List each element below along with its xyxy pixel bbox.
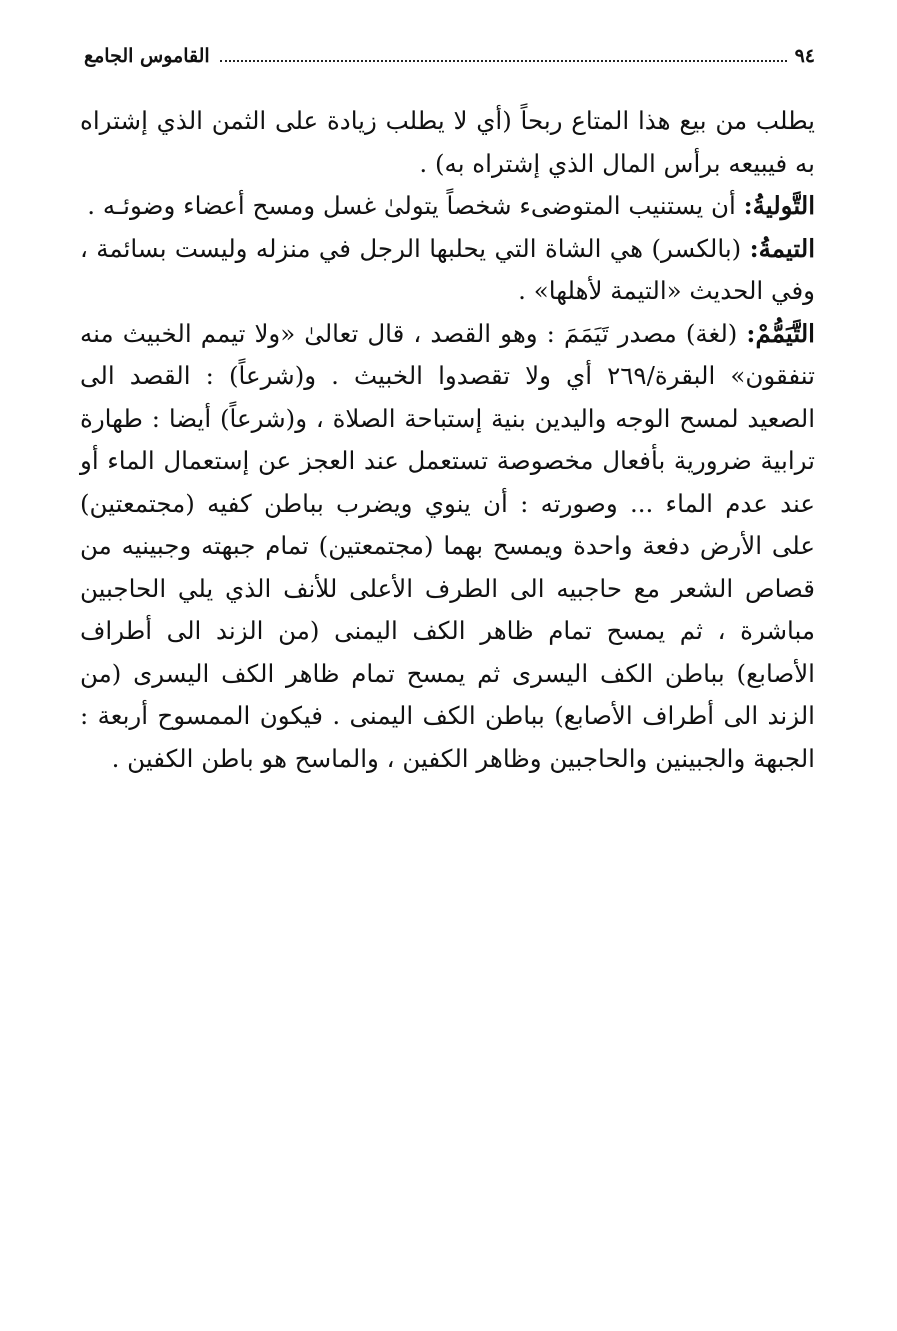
entry-headword: التَّوليةُ:	[743, 191, 815, 220]
entry-continuation	[80, 100, 815, 185]
book-title: القاموس الجامع	[84, 45, 210, 67]
page-body	[80, 100, 815, 780]
entry-definition: (بالكسر) هي الشاة التي يحلبها الرجل في منزله وليست بسائمة ، وفي الحديث «التيمة لأهلها» .	[80, 233, 815, 305]
page-number: ٩٤	[794, 45, 815, 67]
dotted-leader	[220, 60, 787, 62]
entry-definition: يطلب من بيع هذا المتاع ربحاً (أي لا يطلب زيادة على الثمن الذي إشتراه به فيبيعه برأس المال الذي إشتراه به) .	[80, 106, 815, 178]
entry-tayammum	[80, 313, 815, 781]
entry-tima	[80, 228, 815, 313]
entry-definition: (لغة) مصدر تَيَمَمَ : وهو القصد ، قال تعالىٰ «ولا تيمم الخبيث منه تنفقون» البقرة/٢٦٩ أي ولا تقصدوا الخبيث . و(شرعاً) : القصد الى الصعيد لمسح الوجه واليدين بنية إستباحة الصلاة ، و(شرعاً) أيضا : طهارة ترابية ضرورية بأفعال مخصوصة تستعمل عند العجز عن إستعمال الماء أو عند عدم الماء ... وصورته : أن ينوي ويضرب بباطن كفيه (مجتمعتين) على الأرض دفعة واحدة ويمسح بهما (مجتمعتين) تمام جبهته وجبينيه من قصاص الشعر مع حاجبيه الى الطرف الأعلى للأنف الذي يلي الحاجبين مباشرة ، ثم يمسح تمام ظاهر الكف اليمنى (من الزند الى أطراف الأصابع) بباطن الكف اليسرى ثم يمسح تمام ظاهر الكف اليسرى (من الزند الى أطراف الأصابع) بباطن الكف اليمنى . فيكون الممسوح أربعة : الجبهة والجبينين والحاجبين وظاهر الكفين ، والماسح هو باطن الكفين .	[80, 318, 816, 773]
entry-headword: التَّيَمُّمْ:	[746, 318, 815, 348]
entry-tawliya	[80, 185, 815, 228]
running-header	[84, 34, 815, 68]
entry-definition: أن يستنيب المتوضىء شخصاً يتولىٰ غسل ومسح أعضاء وضوئـه .	[87, 191, 744, 220]
entry-headword: التيمةُ:	[749, 233, 815, 263]
